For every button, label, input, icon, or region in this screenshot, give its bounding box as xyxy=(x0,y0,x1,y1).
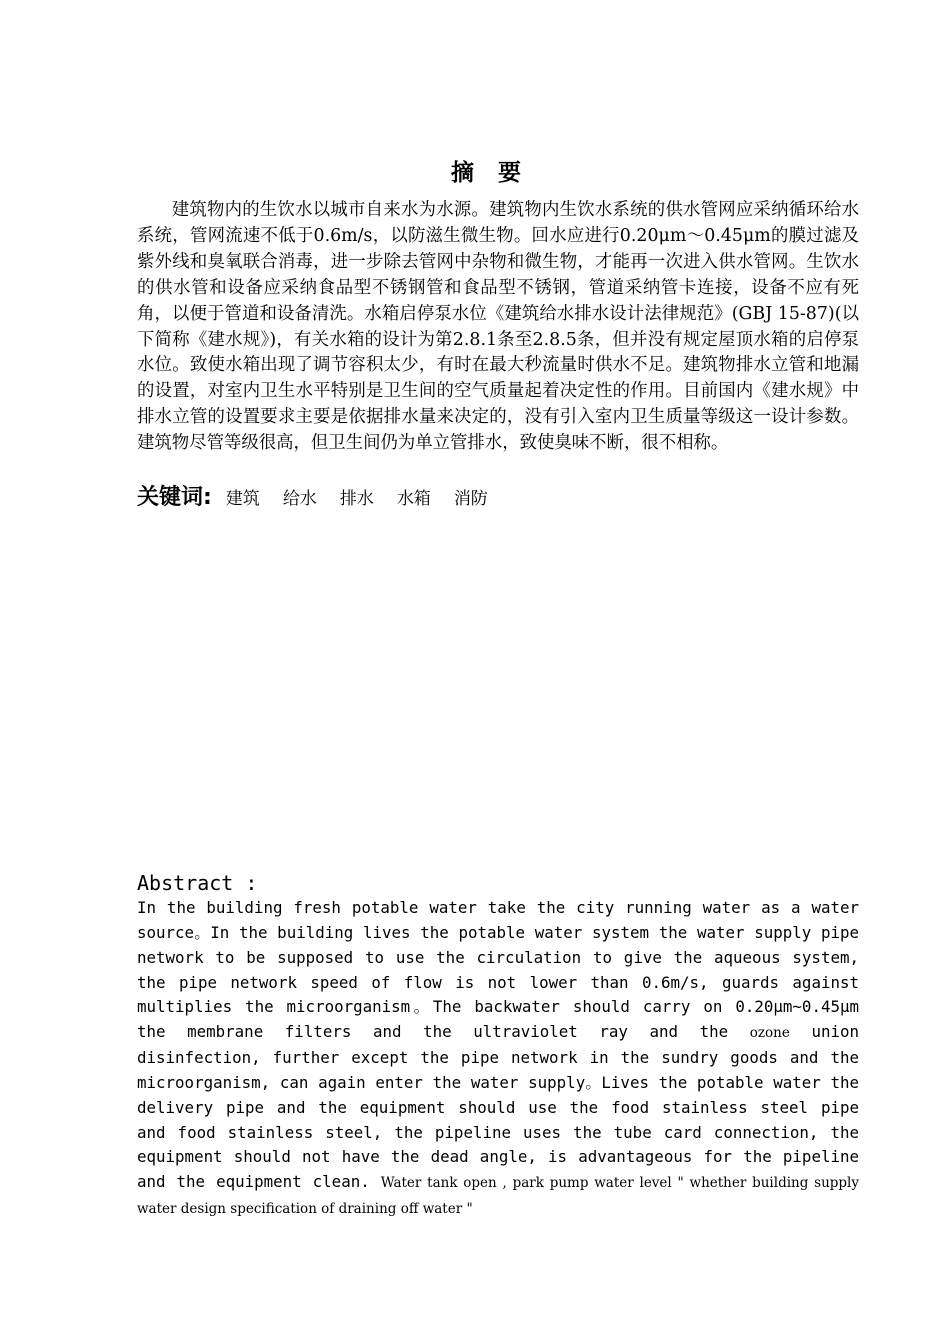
keywords-label: 关键词: xyxy=(137,485,212,510)
abstract-en-text: In the building fresh potable water take the city running water as a water source。In the building lives the potable water system the water supply pipe network to be supposed to use the circulation to give the aqueous system, the pipe network speed of flow is not lower than 0.6m/s, guards against multiplies the microorganism。The backwater should carry on 0.20μm~0.45μm the membrane filters and the ultraviolet ray and the xyxy=(137,898,859,1042)
abstract-en-text-small: ozone xyxy=(749,1025,790,1042)
abstract-en-text-small: Water tank open , park pump water level " whether building supply water design specification of draining off water " xyxy=(137,1175,859,1218)
keyword-item: 建筑 xyxy=(225,489,260,509)
keyword-item: 给水 xyxy=(282,489,317,509)
abstract-title: 摘要 xyxy=(451,160,545,186)
keyword-item: 消防 xyxy=(453,489,488,509)
abstract-en-heading: Abstract : xyxy=(137,871,258,895)
abstract-en-body xyxy=(137,896,859,1222)
keyword-item: 排水 xyxy=(339,489,374,509)
abstract-cn-body: 建筑物内的生饮水以城市自来水为水源。建筑物内生饮水系统的供水管网应采纳循环给水系统，管网流速不低于0.6m/s，以防滋生微生物。回水应进行0.20μm～0.45μm的膜过滤及紫外线和臭氧联合消毒，进一步除去管网中杂物和微生物，才能再一次进入供水管网。生饮水的供水管和设备应采纳食品型不锈钢管和食品型不锈钢，管道采纳管卡连接，设备不应有死角，以便于管道和设备清洗。水箱启停泵水位《建筑给水排水设计法律规范》(GBJ 15-87)(以下简称《建水规》)，有关水箱的设计为第2.8.1条至2.8.5条，但并没有规定屋顶水箱的启停泵水位。致使水箱出现了调节容积太少，有时在最大秒流量时供水不足。建筑物排水立管和地漏的设置，对室内卫生水平特别是卫生间的空气质量起着决定性的作用。目前国内《建水规》中排水立管的设置要求主要是依据排水量来决定的，没有引入室内卫生质量等级这一设计参数。建筑物尽管等级很高，但卫生间仍为单立管排水，致使臭味不断，很不相称。 xyxy=(137,200,859,454)
abstract-en-text: union disinfection, further except the pipe network in the sundry goods and the microorganism, can again enter the water supply。Lives the potable water the delivery pipe and the equipment should use the food stainless steel pipe and food stainless steel, the pipeline uses the tube card connection, the equipment should not have the dead angle, is advantageous for the pipeline and the equipment clean. xyxy=(137,1022,859,1192)
keyword-item: 水箱 xyxy=(396,489,431,509)
keywords-line xyxy=(137,482,859,516)
